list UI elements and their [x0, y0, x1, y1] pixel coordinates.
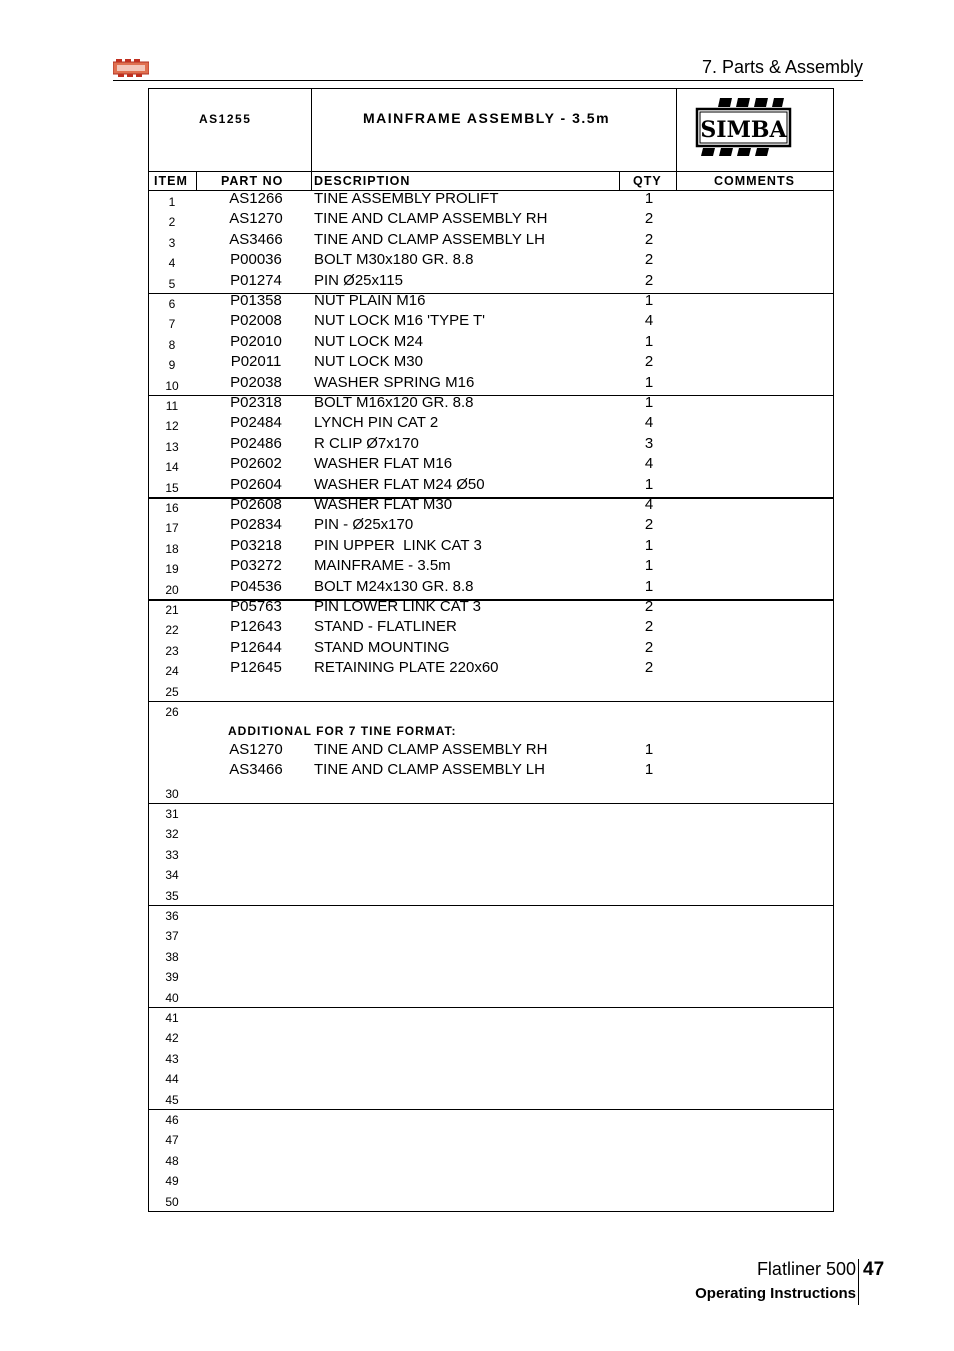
- column-header-part-no: PART NO: [221, 174, 284, 188]
- item-number: 7: [168, 317, 176, 332]
- item-number: 42: [165, 1031, 179, 1046]
- description: NUT PLAIN M16: [314, 292, 426, 309]
- part-number: P02484: [230, 414, 282, 432]
- quantity: 1: [644, 190, 654, 207]
- quantity: 1: [644, 761, 654, 779]
- description: LYNCH PIN CAT 2: [314, 414, 439, 432]
- part-number: P03272: [230, 557, 282, 575]
- quantity: 1: [644, 475, 654, 493]
- part-number: P12643: [230, 618, 282, 636]
- group-divider: [149, 599, 833, 601]
- item-number: 12: [165, 419, 179, 434]
- group-divider: [149, 497, 833, 499]
- part-number: P02010: [230, 332, 282, 350]
- item-number: 35: [165, 888, 179, 903]
- footer-product-name: Flatliner 500: [756, 1259, 856, 1279]
- item-number: 38: [165, 949, 179, 964]
- part-number: P02038: [230, 373, 282, 391]
- column-header-qty: QTY: [633, 174, 662, 188]
- item-number: 40: [165, 990, 179, 1005]
- item-number: 22: [165, 623, 179, 638]
- simba-logo-text: SIMBA: [700, 117, 787, 143]
- description: MAINFRAME - 3.5m: [314, 557, 451, 575]
- part-number: P01358: [230, 292, 282, 309]
- description: R CLIP Ø7x170: [314, 434, 419, 452]
- group-divider: [149, 395, 833, 396]
- part-number: P02318: [230, 394, 282, 411]
- item-number: 10: [165, 378, 179, 393]
- item-number: 39: [165, 970, 179, 985]
- item-number: 37: [165, 929, 179, 944]
- part-number: P12645: [230, 659, 282, 677]
- item-number: 3: [168, 235, 176, 250]
- header-divider-v: [311, 89, 312, 190]
- part-number: P02834: [230, 516, 282, 534]
- quantity: 2: [644, 353, 654, 371]
- description: TINE ASSEMBLY PROLIFT: [314, 190, 499, 207]
- quantity: 4: [644, 312, 654, 330]
- description: PIN UPPER LINK CAT 3: [314, 536, 482, 554]
- item-number: 36: [165, 909, 179, 923]
- description: NUT LOCK M24: [314, 332, 423, 350]
- item-number: 46: [165, 1113, 179, 1127]
- quantity: 3: [644, 434, 654, 452]
- description: PIN LOWER LINK CAT 3: [314, 598, 481, 615]
- column-divider: [619, 171, 620, 190]
- description: WASHER FLAT M30: [314, 496, 453, 513]
- part-number: P02604: [230, 475, 282, 493]
- description: NUT LOCK M30: [314, 353, 423, 371]
- assembly-code: AS1255: [199, 112, 252, 126]
- description: PIN Ø25x115: [314, 271, 403, 289]
- description: STAND - FLATLINER: [314, 618, 457, 636]
- quantity: 2: [644, 618, 654, 636]
- item-number: 17: [165, 521, 179, 536]
- item-number: 34: [165, 868, 179, 883]
- quantity: 1: [644, 536, 654, 554]
- part-number: P12644: [230, 638, 282, 656]
- item-number: 23: [165, 643, 179, 658]
- description: PIN - Ø25x170: [314, 516, 414, 534]
- description: BOLT M16x120 GR. 8.8: [314, 394, 474, 411]
- description: WASHER SPRING M16: [314, 373, 475, 391]
- column-header-item: ITEM: [154, 174, 188, 188]
- quantity: 2: [644, 659, 654, 677]
- item-number: 32: [165, 827, 179, 842]
- description: WASHER FLAT M16: [314, 455, 453, 473]
- part-number: AS3466: [229, 761, 283, 779]
- section-title: 7. Parts & Assembly: [701, 57, 863, 77]
- item-number: 9: [168, 358, 176, 373]
- part-number: AS1270: [229, 210, 283, 228]
- section-subheader: ADDITIONAL FOR 7 TINE FORMAT:: [228, 724, 457, 739]
- description: TINE AND CLAMP ASSEMBLY RH: [314, 740, 548, 758]
- item-number: 2: [168, 215, 176, 230]
- quantity: 2: [644, 230, 654, 248]
- item-number: 15: [165, 480, 179, 495]
- header-divider-v: [676, 89, 677, 190]
- parts-list-sheet: [148, 88, 834, 1212]
- part-number: P02602: [230, 455, 282, 473]
- item-number: 26: [165, 705, 179, 719]
- item-number: 33: [165, 847, 179, 862]
- part-number: P02486: [230, 434, 282, 452]
- part-number: P01274: [230, 271, 282, 289]
- quantity: 2: [644, 516, 654, 534]
- group-divider: [149, 803, 833, 804]
- description: NUT LOCK M16 'TYPE T': [314, 312, 486, 330]
- simba-small-logo: [113, 59, 149, 78]
- part-number: AS1270: [229, 740, 283, 758]
- part-number: P02008: [230, 312, 282, 330]
- quantity: 1: [644, 332, 654, 350]
- header-rule: [149, 171, 833, 172]
- item-number: 13: [165, 439, 179, 454]
- description: BOLT M24x130 GR. 8.8: [314, 577, 474, 595]
- column-divider: [196, 171, 197, 190]
- group-divider: [149, 905, 833, 906]
- quantity: 2: [644, 210, 654, 228]
- quantity: 1: [644, 292, 654, 309]
- group-divider: [149, 1109, 833, 1110]
- item-number: 4: [168, 256, 176, 271]
- item-number: 50: [165, 1194, 179, 1209]
- quantity: 2: [644, 598, 654, 615]
- assembly-title: MAINFRAME ASSEMBLY - 3.5m: [363, 110, 611, 126]
- description: RETAINING PLATE 220x60: [314, 659, 499, 677]
- quantity: 1: [644, 394, 654, 411]
- item-number: 11: [165, 399, 179, 413]
- item-number: 18: [165, 541, 179, 556]
- item-number: 47: [165, 1133, 179, 1148]
- footer-subtitle: Operating Instructions: [695, 1285, 856, 1302]
- part-number: P02011: [230, 353, 282, 371]
- quantity: 1: [644, 373, 654, 391]
- description: TINE AND CLAMP ASSEMBLY LH: [314, 761, 545, 779]
- header-divider: [113, 80, 863, 81]
- part-number: AS1266: [229, 190, 283, 207]
- item-number: 8: [168, 337, 176, 352]
- group-divider: [149, 293, 833, 294]
- part-number: P05763: [230, 598, 282, 615]
- item-number: 24: [165, 664, 179, 679]
- item-number: 45: [165, 1092, 179, 1107]
- item-number: 6: [168, 297, 176, 311]
- item-number: 21: [165, 603, 179, 617]
- description: TINE AND CLAMP ASSEMBLY RH: [314, 210, 548, 228]
- quantity: 2: [644, 271, 654, 289]
- item-number: 19: [165, 562, 179, 577]
- part-number: P04536: [230, 577, 282, 595]
- item-number: 30: [165, 786, 179, 801]
- item-number: 43: [165, 1051, 179, 1066]
- quantity: 4: [644, 455, 654, 473]
- column-header-comments: COMMENTS: [714, 174, 795, 188]
- part-number: P03218: [230, 536, 282, 554]
- group-divider: [149, 1007, 833, 1008]
- item-number: 49: [165, 1174, 179, 1189]
- part-number: AS3466: [229, 230, 283, 248]
- page-number: 47: [863, 1259, 885, 1280]
- column-header-description: DESCRIPTION: [314, 174, 411, 188]
- description: WASHER FLAT M24 Ø50: [314, 475, 485, 493]
- item-number: 31: [165, 807, 179, 821]
- part-number: P00036: [230, 251, 282, 269]
- quantity: 2: [644, 251, 654, 269]
- item-number: 48: [165, 1153, 179, 1168]
- item-number: 1: [168, 195, 176, 209]
- item-number: 16: [165, 501, 179, 515]
- quantity: 1: [644, 740, 654, 758]
- group-divider: [149, 701, 833, 702]
- simba-logo: [694, 97, 792, 159]
- footer-divider: [858, 1259, 859, 1305]
- item-number: 44: [165, 1072, 179, 1087]
- description: TINE AND CLAMP ASSEMBLY LH: [314, 230, 545, 248]
- item-number: 41: [165, 1011, 179, 1025]
- quantity: 1: [644, 577, 654, 595]
- quantity: 4: [644, 496, 654, 513]
- description: STAND MOUNTING: [314, 638, 450, 656]
- item-number: 5: [168, 276, 176, 291]
- quantity: 2: [644, 638, 654, 656]
- part-number: P02608: [230, 496, 282, 513]
- item-number: 25: [165, 684, 179, 699]
- item-number: 20: [165, 582, 179, 597]
- quantity: 1: [644, 557, 654, 575]
- item-number: 14: [165, 460, 179, 475]
- description: BOLT M30x180 GR. 8.8: [314, 251, 474, 269]
- quantity: 4: [644, 414, 654, 432]
